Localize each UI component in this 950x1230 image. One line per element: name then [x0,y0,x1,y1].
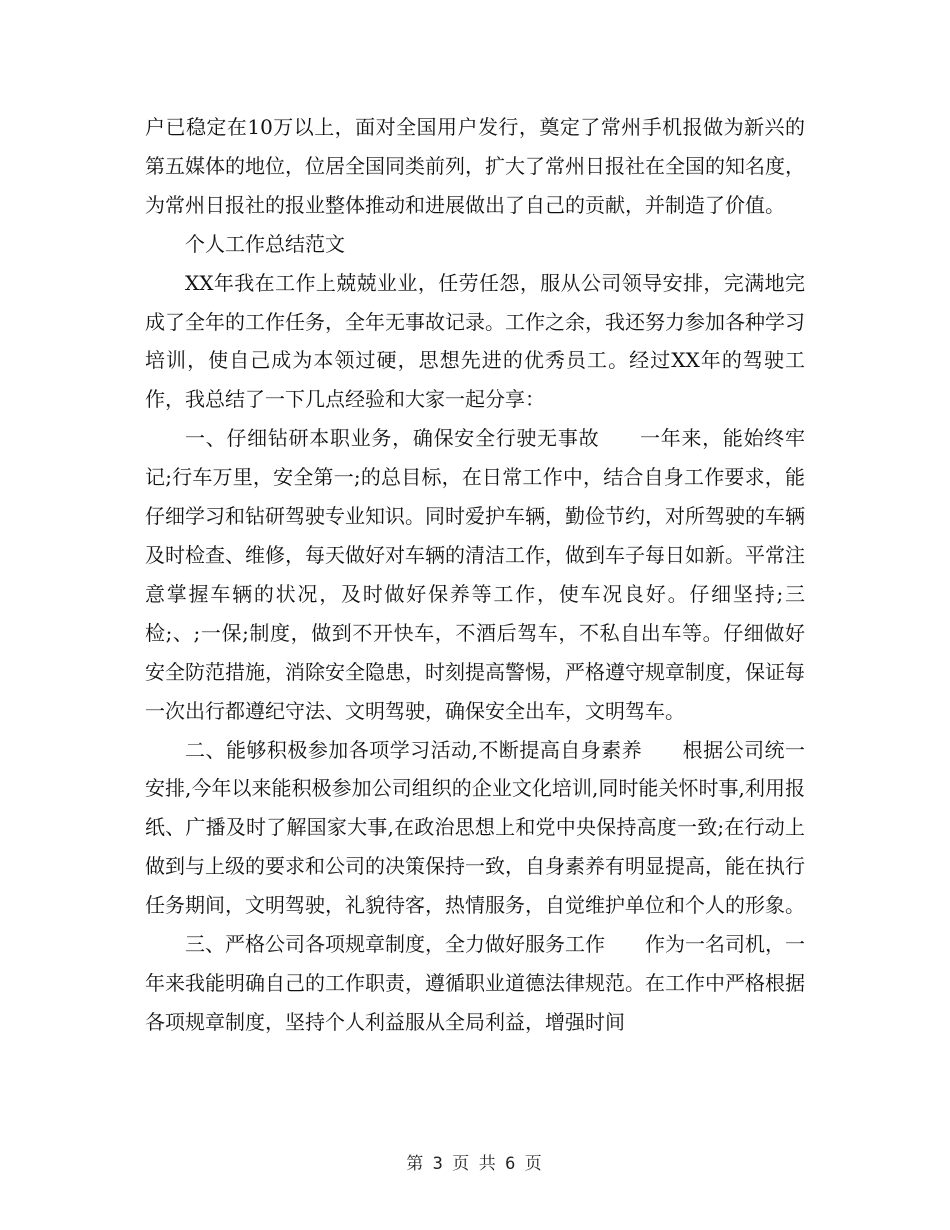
page-footer [0,1152,950,1176]
footer-page-number: 3 [432,1154,445,1174]
paragraph-section-one [145,419,805,730]
section-two-body: 根据公司统一安排,今年以来能积极参加公司组织的企业文化培训,同时能关怀时事,利用报纸、广播及时了解国家大事,在政治思想上和党中央保持高度一致;在行动上做到与上级的要求和公司的决策保持一致，自身素养有明显提高，能在执行任务期间，文明驾驶，礼貌待客，热情服务，自觉维护单位和个人的形象。 [145,737,806,918]
paragraph-intro: XX年我在工作上兢兢业业，任劳任怨，服从公司领导安排，完满地完成了全年的工作任务，全年无事故记录。工作之余，我还努力参加各种学习培训，使自己成为本领过硬，思想先进的优秀员工。经过XX年的驾驶工作，我总结了一下几点经验和大家一起分享： [145,270,805,412]
footer-suffix: 页 [524,1154,544,1174]
section-three-body: 作为一名司机，一年来我能明确自己的工作职责，遵循职业道德法律规范。在工作中严格根据各项规章制度，坚持个人利益服从全局利益，增强时间 [145,932,805,1034]
section-one-heading: 一、仔细钻研本职业务，确保安全行驶无事故 [185,426,600,451]
paragraph-continuation: 户已稳定在10万以上，面对全国用户发行，奠定了常州手机报做为新兴的第五媒体的地位，位居全国同类前列，扩大了常州日报社在全国的知名度，为常州日报社的报业整体推动和进展做出了自己的贡献，并制造了价值。 [145,115,805,217]
section-two-heading: 二、能够积极参加各项学习活动,不断提高自身素养 [185,737,643,762]
paragraph-section-two [145,731,805,926]
footer-middle: 页 共 [452,1154,498,1174]
section-one-body: 一年来，能始终牢记;行车万里，安全第一;的总目标，在日常工作中，结合自身工作要求，能仔细学习和钻研驾驶专业知识。同时爱护车辆，勤俭节约，对所驾驶的车辆及时检查、维修，每天做好对车辆的清洁工作，做到车子每日如新。平常注意掌握车辆的状况，及时做好保养等工作，使车况良好。仔细坚持;三检;、;一保;制度，做到不开快车，不酒后驾车，不私自出车等。仔细做好安全防范措施，消除安全隐患，时刻提高警惕，严格遵守规章制度，保证每一次出行都遵纪守法、文明驾驶，确保安全出车，文明驾车。 [145,426,806,723]
footer-prefix: 第 [406,1154,426,1174]
document-body [145,108,805,1042]
section-three-heading: 三、严格公司各项规章制度，全力做好服务工作 [185,932,605,957]
paragraph-section-three [145,925,805,1042]
section-title: 个人工作总结范文 [185,231,345,256]
footer-total-pages: 6 [505,1154,518,1174]
